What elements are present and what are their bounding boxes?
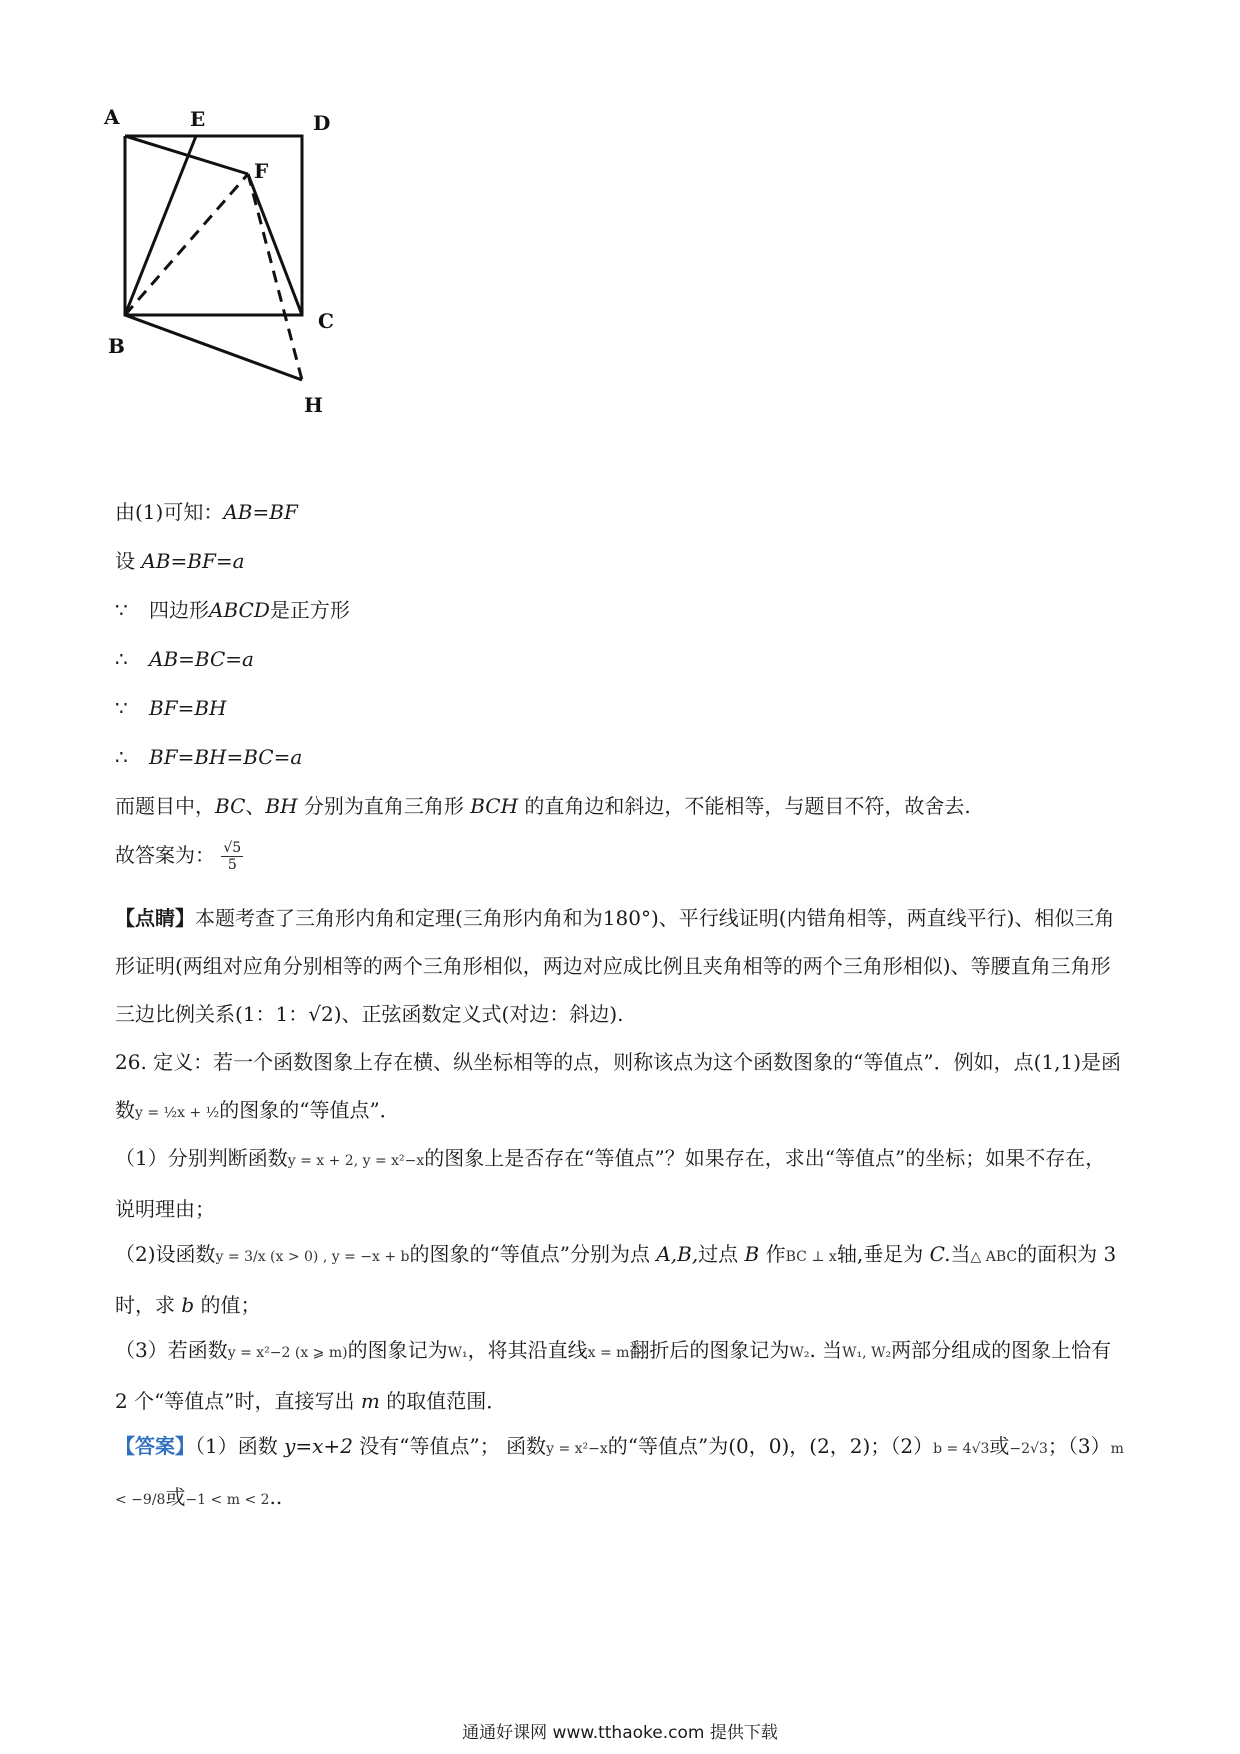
segment-af — [125, 136, 248, 174]
square-abcd-diagram — [104, 105, 410, 470]
formula: △ ABC — [970, 1249, 1018, 1265]
text: 的值； — [194, 1293, 261, 1317]
text: ；（3） — [1047, 1434, 1111, 1458]
text: 轴,垂足为 — [836, 1242, 930, 1266]
math: ABCD — [209, 598, 270, 622]
formula: b = 4√3 — [933, 1441, 990, 1457]
text: 由(1)可知： — [115, 500, 224, 524]
text: 四边形 — [149, 598, 209, 622]
label-a: A — [104, 105, 120, 129]
math: m — [360, 1389, 380, 1413]
formula: y = 3/x (x > 0) , y = −x + b — [215, 1249, 410, 1265]
formula: −1 < m < 2 — [185, 1492, 270, 1508]
formula: W₂ — [789, 1345, 810, 1361]
math: y=x+2 — [284, 1434, 353, 1458]
math: BH — [265, 794, 298, 818]
text: （1）函数 — [195, 1434, 285, 1458]
label-b: B — [108, 334, 125, 358]
question-26-intro — [115, 1038, 1125, 1137]
math: BC — [215, 794, 246, 818]
geometry-figure — [104, 105, 410, 470]
math: b — [181, 1293, 195, 1317]
text: 的直角边和斜边，不能相等，与题目不符，故舍去. — [518, 794, 971, 818]
answer-tag: 【答案】 — [115, 1434, 195, 1458]
math: AB=BC=a — [149, 647, 254, 671]
label-h: H — [304, 393, 323, 417]
solution-line-2 — [115, 547, 245, 575]
math: B — [744, 1242, 760, 1266]
text: .. — [269, 1485, 283, 1509]
formula: y = ½x + ½ — [135, 1105, 220, 1121]
answer-paragraph — [115, 1422, 1125, 1524]
text: 设 — [115, 549, 142, 573]
text: 的面积为 3 时，求 — [115, 1242, 1117, 1317]
label-e: E — [190, 107, 206, 131]
text: 、 — [245, 794, 266, 818]
text: （3）若函数 — [115, 1338, 228, 1362]
question-26-part-2 — [115, 1230, 1125, 1329]
text: （2)设函数 — [115, 1242, 216, 1266]
text: ，将其沿直线 — [467, 1338, 588, 1362]
because-symbol: ∵ — [115, 696, 128, 720]
text: 而题目中， — [115, 794, 215, 818]
formula: x = m — [587, 1345, 630, 1361]
therefore-symbol: ∴ — [115, 745, 128, 769]
key-point-text: 本题考查了三角形内角和定理(三角形内角和为180°)、平行线证明(内错角相等，两直线平行)、相似三角形证明(两组对应角分别相等的两个三角形相似，两边对应成比例且夹角相等的两个三角形相似)、等腰直角三角形三边比例关系(1：1：√2)、正弦函数定义式(对边：斜边). — [115, 906, 1115, 1026]
label-c: C — [318, 309, 334, 333]
question-26-part-1 — [115, 1134, 1125, 1233]
math: A,B, — [656, 1242, 699, 1266]
solution-line-1 — [115, 498, 298, 526]
solution-line-4 — [115, 645, 254, 673]
formula: W₁, W₂ — [842, 1345, 892, 1361]
math: C. — [929, 1242, 951, 1266]
fraction-denominator: 5 — [227, 857, 237, 873]
formula: m < −9/8 — [115, 1441, 1124, 1508]
text: 的图象记为 — [347, 1338, 448, 1362]
formula: −2√3 — [1009, 1441, 1048, 1457]
text: （1）分别判断函数 — [115, 1146, 288, 1170]
question-26-part-3 — [115, 1326, 1125, 1425]
fraction-numerator: √5 — [223, 840, 242, 856]
math: AB=BF=a — [141, 549, 245, 573]
answer-fraction — [221, 840, 243, 873]
text: 的“等值点”为(0，0)，(2，2)；（2） — [607, 1434, 934, 1458]
segment-fc — [248, 174, 302, 315]
text: . 当 — [809, 1338, 843, 1362]
math: BF=BH — [149, 696, 227, 720]
page-footer: 通通好课网 www.tthaoke.com 提供下载 — [462, 1723, 778, 1743]
therefore-symbol: ∴ — [115, 647, 128, 671]
key-point-paragraph — [115, 894, 1125, 1038]
text: 分别为直角三角形 — [297, 794, 471, 818]
text: 过点 — [698, 1242, 745, 1266]
formula: y = x²−x — [546, 1441, 608, 1457]
because-symbol: ∵ — [115, 598, 128, 622]
solution-line-3 — [115, 596, 350, 624]
segment-bf-dashed — [125, 174, 248, 315]
text: 作 — [759, 1242, 786, 1266]
label-d: D — [313, 111, 331, 135]
text: 26. 定义：若一个函数图象上存在横、纵坐标相等的点，则称该点为这个函数图象的“等值点”．例如，点(1,1)是函数 — [115, 1050, 1122, 1122]
math: BF=BH=BC=a — [149, 745, 303, 769]
text: 的图象的“等值点”分别为点 — [409, 1242, 657, 1266]
text: 故答案为： — [115, 843, 215, 867]
segment-eb — [125, 136, 196, 315]
math: AB=BF — [223, 500, 298, 524]
formula: y = x + 2, y = x²−x — [287, 1153, 425, 1169]
formula: W₁ — [447, 1345, 468, 1361]
text: 两部分组成的图象上恰有 2 个“等值点”时，直接写出 — [115, 1338, 1112, 1413]
text: 当 — [950, 1242, 971, 1266]
label-f: F — [254, 159, 269, 183]
formula: BC ⊥ x — [785, 1249, 837, 1265]
formula: y = x²−2 (x ⩾ m) — [227, 1345, 348, 1361]
text: 的图象的“等值点”． — [219, 1098, 400, 1122]
math: BCH — [470, 794, 519, 818]
text: 是正方形 — [269, 598, 350, 622]
solution-line-7 — [115, 792, 971, 820]
text: 的图象上是否存在“等值点”？如果存在，求出“等值点”的坐标；如果不存在，说明理由； — [115, 1146, 1106, 1221]
segment-bh — [125, 315, 302, 380]
key-point-tag: 【点睛】 — [115, 906, 195, 930]
solution-line-6 — [115, 743, 302, 771]
solution-line-8 — [115, 840, 243, 873]
text: 或 — [989, 1434, 1010, 1458]
text: 或 — [165, 1485, 186, 1509]
text: 没有“等值点”； 函数 — [352, 1434, 547, 1458]
text: 翻折后的图象记为 — [629, 1338, 790, 1362]
segment-fh-dashed — [248, 174, 302, 380]
text: 的取值范围． — [379, 1389, 507, 1413]
solution-line-5 — [115, 694, 226, 722]
